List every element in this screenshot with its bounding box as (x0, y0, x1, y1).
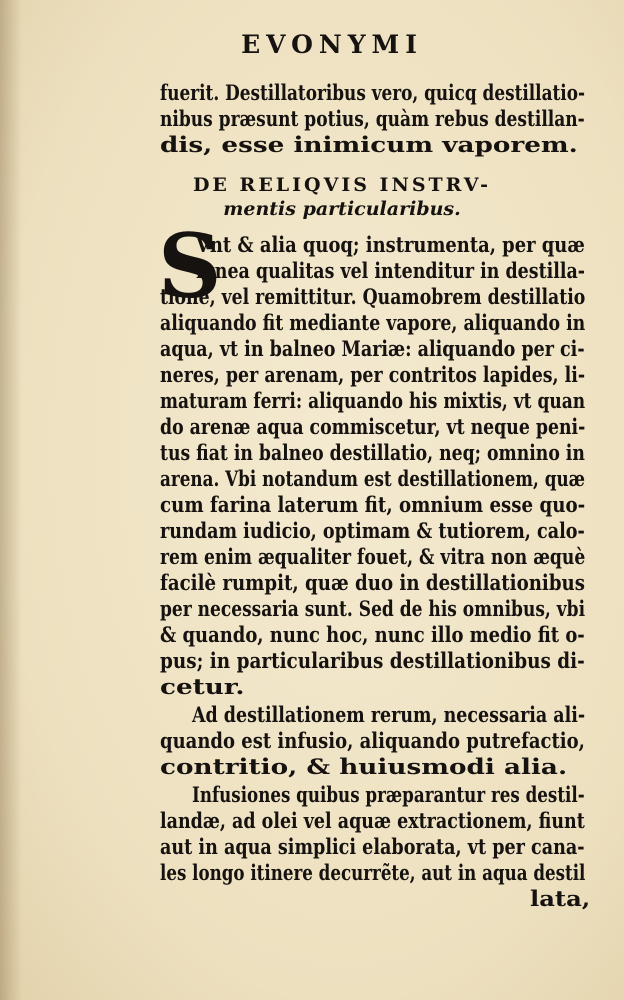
text-line: rem enim æqualiter fouet, & vitra non æquè (160, 544, 586, 569)
running-header: EVONYMI (241, 30, 423, 59)
section-heading: DE RELIQVIS INSTRV- (192, 174, 492, 196)
text-line: Ad destillationem rerum, necessaria ali- (192, 702, 586, 727)
text-line: contritio, & huiusmodi alia. (160, 754, 568, 779)
text-line: nibus præsunt potius, quàm rebus destillan- (160, 106, 585, 131)
text-line: dis, esse inimicum vaporem. (160, 132, 578, 157)
text-line: arena. Vbi notandum est destillationem, quæ (160, 466, 586, 491)
text-line: cum farina laterum fit, omnium esse quo- (160, 492, 586, 517)
text-line: facilè rumpit, quæ duo in destillationibus (160, 570, 585, 595)
text-line: les longo itinere decurrẽte, aut in aqua destil (160, 860, 586, 885)
text-line: aut in aqua simplici elaborata, vt per cana- (160, 834, 585, 859)
text-line: cetur. (160, 674, 245, 699)
text-line: Vnt & alia quoq; instrumenta, per quæ (196, 232, 585, 257)
section-subheading: mentis particularibus. (223, 198, 461, 220)
text-line: tione, vel remittitur. Quamobrem destillatio (160, 284, 586, 309)
text-line: per necessaria sunt. Sed de his omnibus, vbi (160, 596, 586, 621)
text-line: neres, per arenam, per contritos lapides, li- (160, 362, 586, 387)
text-line: pus; in particularibus destillationibus di- (160, 648, 585, 673)
text-line: Infusiones quibus præparantur res destil- (192, 782, 585, 807)
text-line: landæ, ad olei vel aquæ extractionem, fiunt (160, 808, 585, 833)
text-line: aqua, vt in balneo Mariæ: aliquando per ci- (160, 336, 585, 361)
drop-capital: S (158, 214, 222, 318)
catchword: lata, (530, 886, 591, 911)
text-line: rundam iudicio, optimam & tutiorem, calo- (160, 518, 585, 543)
text-line: & quando, nunc hoc, nunc illo medio fit o- (160, 622, 585, 647)
text-line: maturam ferri: aliquando his mixtis, vt quan (160, 388, 586, 413)
text-line: fuerit. Destillatoribus vero, quicq destillatio- (160, 80, 585, 105)
page-gutter-shadow (0, 0, 22, 1000)
text-line: tus fiat in balneo destillatio, neq; omnino in (160, 440, 585, 465)
text-line: aliquando fit mediante vapore, aliquando in (160, 310, 586, 335)
text-line: quando est infusio, aliquando putrefactio, (160, 728, 585, 753)
text-line: do arenæ aqua commiscetur, vt neque peni- (160, 414, 586, 439)
text-line: igneа qualitas vel intenditur in destilla- (196, 258, 585, 283)
